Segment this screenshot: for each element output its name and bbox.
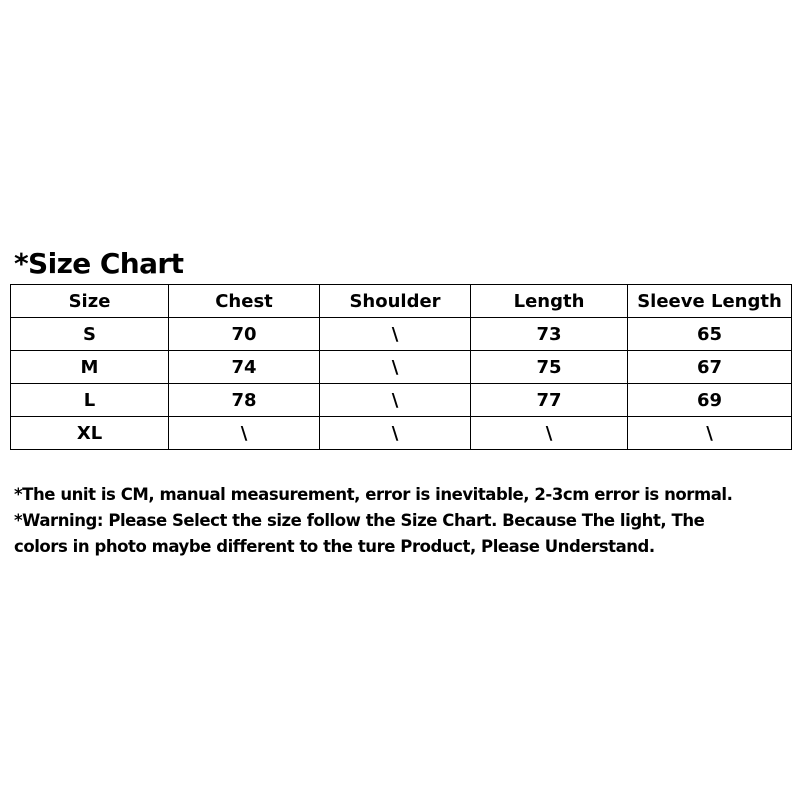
shoulder-cell: \ <box>320 417 471 450</box>
length-cell: 77 <box>471 384 628 417</box>
chest-cell: 78 <box>169 384 320 417</box>
size-chart-table <box>10 284 792 450</box>
table-row <box>11 318 792 351</box>
shoulder-cell: \ <box>320 351 471 384</box>
size-cell: S <box>11 318 169 351</box>
column-header-chest: Chest <box>169 285 320 318</box>
notes-block <box>14 482 794 560</box>
size-cell: XL <box>11 417 169 450</box>
shoulder-cell: \ <box>320 318 471 351</box>
shoulder-cell: \ <box>320 384 471 417</box>
chest-cell: 74 <box>169 351 320 384</box>
warning-note-line-2: colors in photo maybe different to the ture Product, Please Understand. <box>14 537 655 556</box>
length-cell: 75 <box>471 351 628 384</box>
table-row <box>11 417 792 450</box>
sleeve-length-cell: 65 <box>628 318 792 351</box>
column-header-length: Length <box>471 285 628 318</box>
sleeve-length-cell: 67 <box>628 351 792 384</box>
table-row <box>11 351 792 384</box>
column-header-sleeve-length: Sleeve Length <box>628 285 792 318</box>
chest-cell: 70 <box>169 318 320 351</box>
page-title: *Size Chart <box>14 247 184 280</box>
column-header-shoulder: Shoulder <box>320 285 471 318</box>
length-cell: \ <box>471 417 628 450</box>
warning-note-line-1: *Warning: Please Select the size follow the Size Chart. Because The light, The <box>14 511 705 530</box>
sleeve-length-cell: \ <box>628 417 792 450</box>
chest-cell: \ <box>169 417 320 450</box>
column-header-size: Size <box>11 285 169 318</box>
unit-note: *The unit is CM, manual measurement, error is inevitable, 2-3cm error is normal. <box>14 485 733 504</box>
sleeve-length-cell: 69 <box>628 384 792 417</box>
size-cell: L <box>11 384 169 417</box>
length-cell: 73 <box>471 318 628 351</box>
table-header-row <box>11 285 792 318</box>
size-cell: M <box>11 351 169 384</box>
table-row <box>11 384 792 417</box>
